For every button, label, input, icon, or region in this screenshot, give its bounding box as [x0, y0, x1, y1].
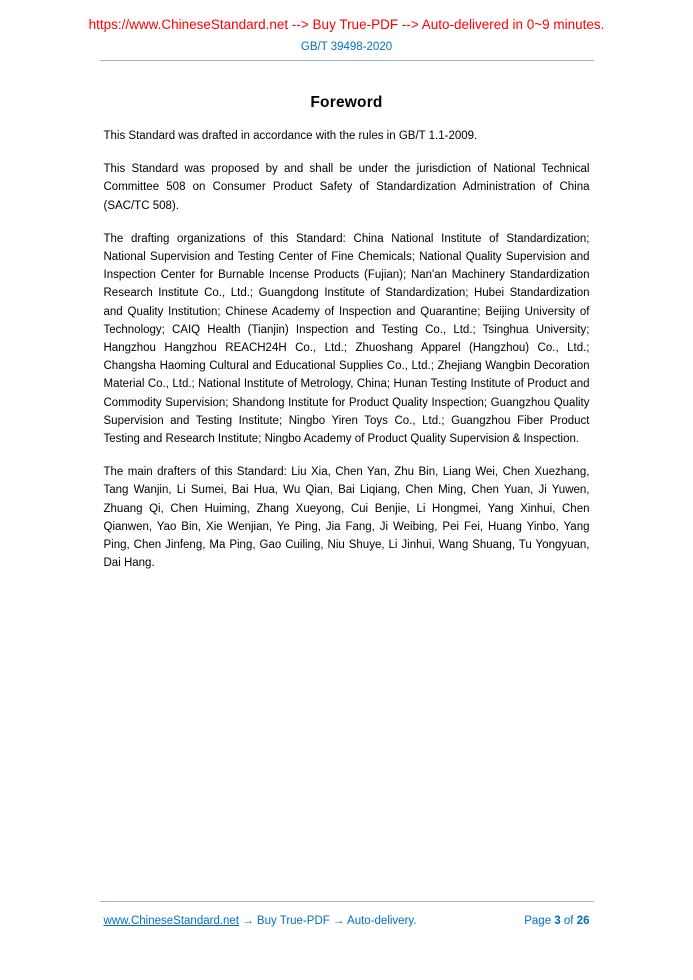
paragraph-drafting-organizations: The drafting organizations of this Standard: China National Institute of Standardization; National Supervision and Testing Center of Fine Chemicals; National Quality Supervision and Inspection Center for Burnable Incense Products (Fujian); Nan'an Machinery Standardization Research Institute Co., Ltd.; Guangdong Institute of Standardization; Hubei Standardization and Quality Institution; Chinese Academy of Inspection and Quarantine; Beijing University of Technology; CAIQ Health (Tianjin) Inspection and Testing Co., Ltd.; Tsinghua University; Hangzhou Hangzhou REACH24H Co., Ltd.; Zhuoshang Apparel (Hangzhou) Co., Ltd.; Changsha Haoming Cultural and Educational Supplies Co., Ltd.; Zhejiang Wangbin Decoration Material Co., Ltd.; National Institute of Metrology, China; Hunan Testing Institute of Product and Commodity Supervision; Shandong Institute for Product Quality Inspection; Guangzhou Quality Supervision and Testing Institute; Ningbo Yiren Toys Co., Ltd.; Guangzhou Fiber Product Testing and Research Institute; Ningbo Academy of Product Quality Supervision & Inspection.	[103, 232, 590, 446]
footer-tagline: → Buy True-PDF → Auto-delivery.	[242, 915, 417, 927]
paragraph-drafted: This Standard was drafted in accordance with the rules in GB/T 1.1-2009.	[103, 130, 478, 142]
footer-left	[104, 915, 417, 927]
page-current: 3	[554, 915, 561, 927]
page-title: Foreword	[310, 94, 383, 111]
footer-site-link[interactable]: www.ChineseStandard.net	[103, 915, 240, 927]
page-of-label: of	[563, 915, 574, 927]
header-divider	[100, 60, 594, 61]
footer-divider	[100, 901, 594, 902]
page-label: Page	[524, 915, 552, 927]
page-footer	[0, 901, 693, 927]
document-body	[104, 127, 590, 572]
page-total: 26	[576, 915, 590, 927]
page-indicator	[524, 915, 589, 927]
standard-number: GB/T 39498-2020	[300, 41, 393, 53]
paragraph-jurisdiction: This Standard was proposed by and shall be under the jurisdiction of National Technical Committee 508 on Consumer Product Safety of Standardization Administration of China (SAC/TC 508).	[103, 163, 590, 212]
promo-link[interactable]: https://www.ChineseStandard.net --> Buy True-PDF --> Auto-delivered in 0~9 minutes.	[88, 17, 605, 32]
paragraph-main-drafters: The main drafters of this Standard: Liu Xia, Chen Yan, Zhu Bin, Liang Wei, Chen Xuezhang, Tang Wanjin, Li Sumei, Bai Hua, Wu Qian, Bai Liqiang, Chen Ming, Chen Yuan, Ji Yuwen, Zhuang Qi, Chen Huiming, Zhang Xueyong, Cui Benjie, Li Hongmei, Yang Xinhui, Chen Qianwen, Yao Bin, Xie Wenjian, Ye Ping, Jia Fang, Ji Weibing, Pei Fei, Huang Yinbo, Yang Ping, Chen Jinfeng, Ma Ping, Gao Cuiling, Niu Shuye, Li Jinhui, Wang Shuang, Tu Yongyuan, Dai Hang.	[103, 466, 590, 570]
